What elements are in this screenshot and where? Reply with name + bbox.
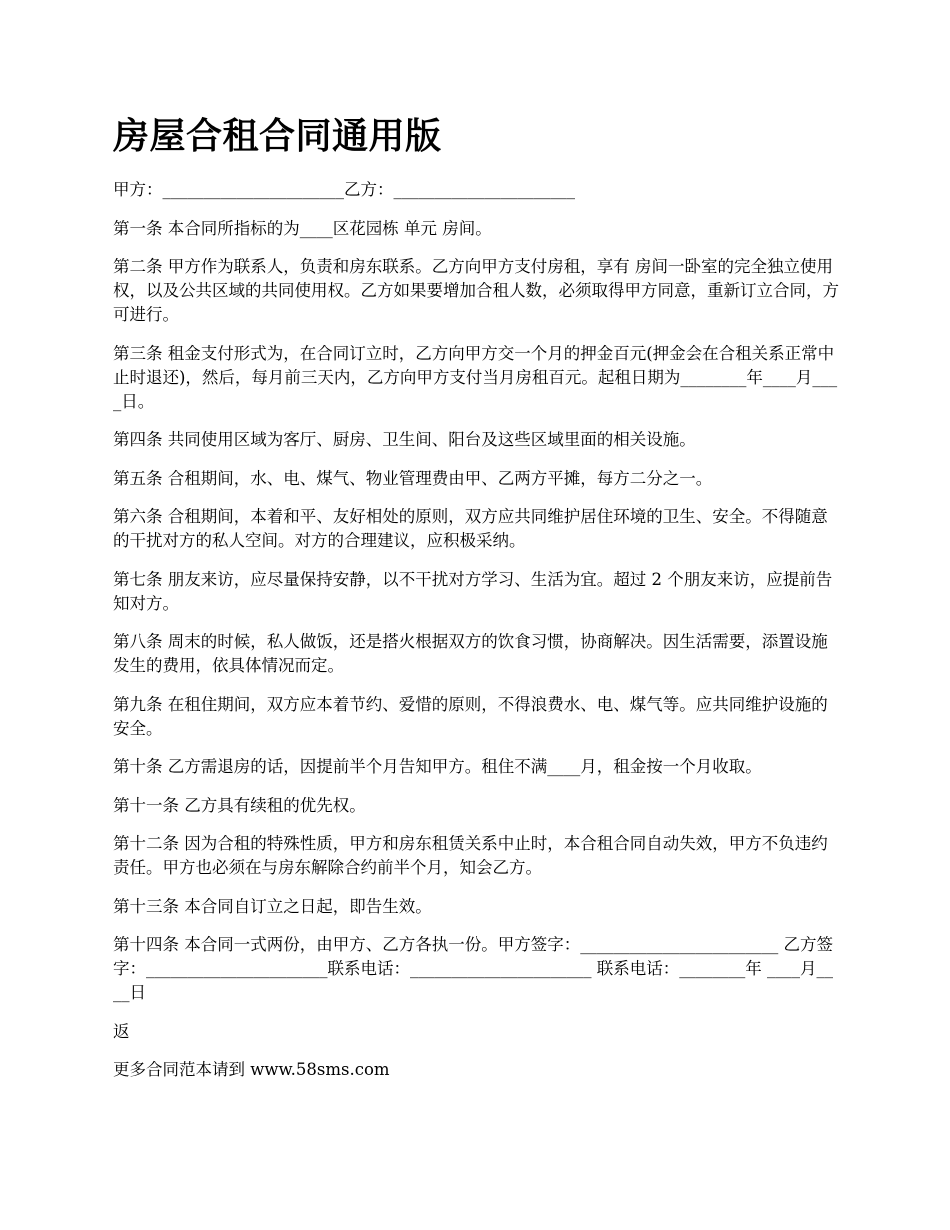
clause-11: 第十一条 乙方具有续租的优先权。 [113,795,366,815]
footer-more-templates: 更多合同范本请到 www.58sms.com [113,1060,390,1079]
clause-8: 第八条 周末的时候，私人做饭，还是搭火根据双方的饮食习惯，协商解决。因生活需要，添置设施发生的费用，依具体情况而定。 [113,632,828,675]
clause-14-signatures: 第十四条 本合同一式两份，由甲方、乙方各执一份。甲方签字：________________________ 乙方签字：______________________联系电话：______________________ 联系电话：________年 ____月____日 [113,935,833,1002]
clause-7: 第七条 朋友来访，应尽量保持安静，以不干扰对方学习、生活为宜。超过 2 个朋友来访，应提前告知对方。 [113,569,833,613]
document-title: 房屋合租合同通用版 [113,116,442,157]
clause-3: 第三条 租金支付形式为，在合同订立时，乙方向甲方交一个月的押金百元(押金会在合租关系正常中止时退还)，然后，每月前三天内，乙方向甲方支付当月房租百元。起租日期为________年____月____日。 [113,343,838,411]
clause-1: 第一条 本合同所指标的为____区花园栋 单元 房间。 [113,218,492,238]
party-line: 甲方：______________________乙方：______________________ [113,180,575,199]
clause-6: 第六条 合租期间，本着和平、友好相处的原则，双方应共同维护居住环境的卫生、安全。不得随意的干扰对方的私人空间。对方的合理建议，应积极采纳。 [113,507,828,550]
clause-5: 第五条 合租期间，水、电、煤气、物业管理费由甲、乙两方平摊，每方二分之一。 [113,468,713,488]
clause-12: 第十二条 因为合租的特殊性质，甲方和房东租赁关系中止时，本合租合同自动失效，甲方不负违约责任。甲方也必须在与房东解除合约前半个月，知会乙方。 [113,834,828,877]
clause-10: 第十条 乙方需退房的话，因提前半个月告知甲方。租住不满____月，租金按一个月收取。 [113,757,762,776]
clause-13: 第十三条 本合同自订立之日起，即告生效。 [113,896,432,916]
clause-4: 第四条 共同使用区域为客厅、厨房、卫生间、阳台及这些区域里面的相关设施。 [113,430,696,449]
return-text: 返 [113,1021,130,1041]
clause-9: 第九条 在租住期间，双方应本着节约、爱惜的原则，不得浪费水、电、煤气等。应共同维护设施的安全。 [113,694,828,738]
document-page [113,112,840,1097]
clause-2: 第二条 甲方作为联系人，负责和房东联系。乙方向甲方支付房租，享有 房间一卧室的完全独立使用权，以及公共区域的共同使用权。乙方如果要增加合租人数，必须取得甲方同意，重新订立合同，方可进行。 [113,257,839,324]
